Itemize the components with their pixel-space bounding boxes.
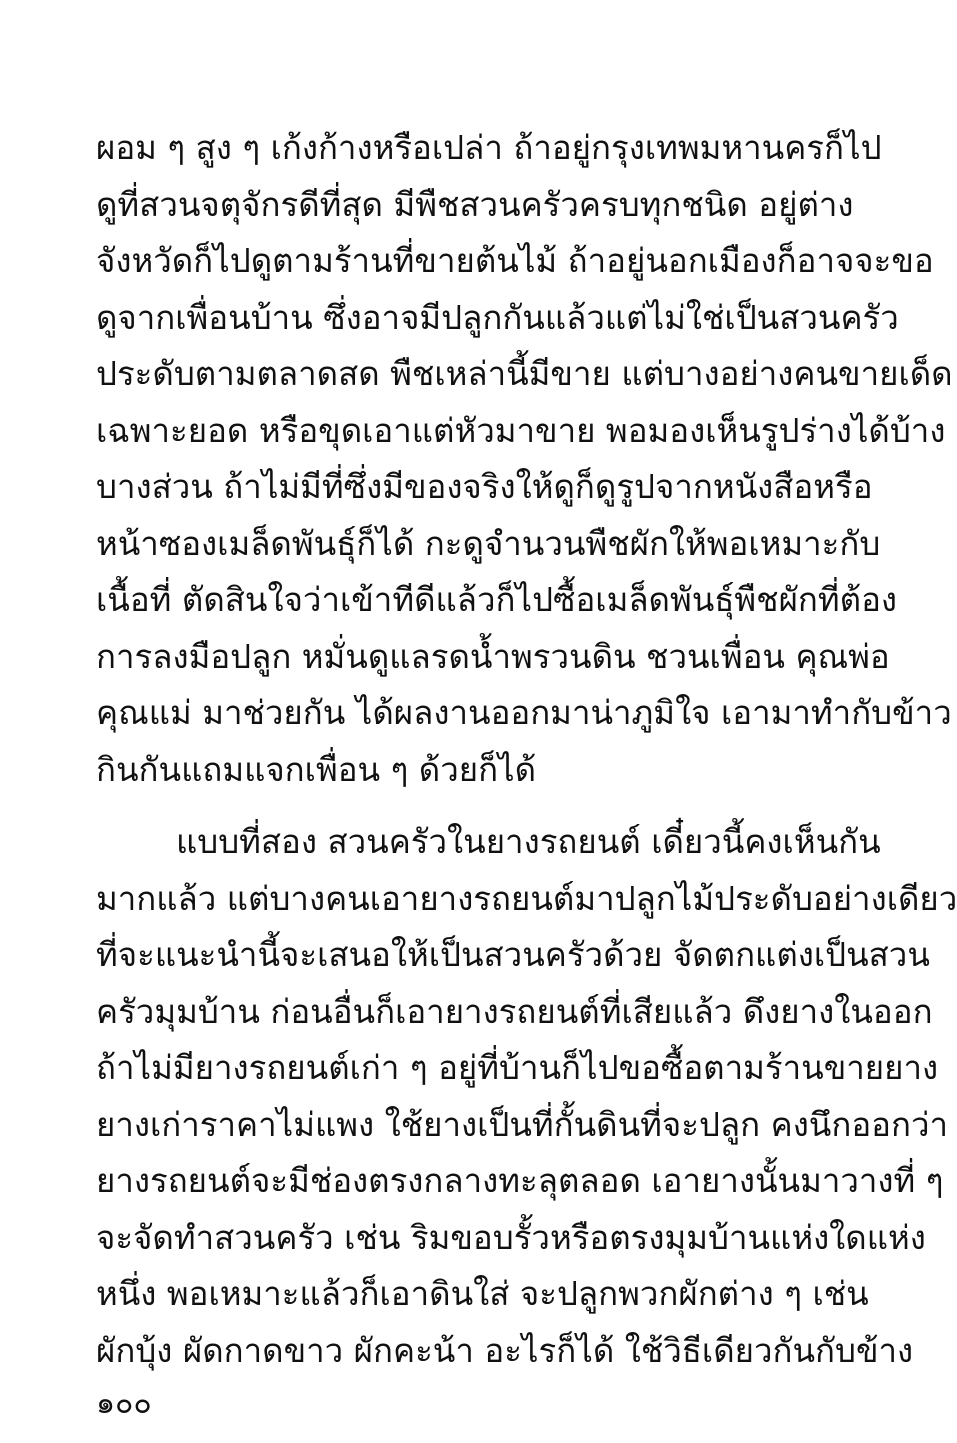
text-line: ถ้าไม่มียางรถยนต์เก่า ๆ อยู่ที่บ้านก็ไปขอซื้อตามร้านขายยาง [96,1048,939,1087]
text-line: ยางเก่าราคาไม่แพง ใช้ยางเป็นที่กั้นดินที่จะปลูก คงนึกออกว่า [96,1104,949,1144]
text-line: ประดับตามตลาดสด พืชเหล่านี้มีขาย แต่บางอย่างคนขายเด็ด [96,354,953,393]
text-line: การลงมือปลูก หมั่นดูแลรดน้ำพรวนดิน ชวนเพื่อน คุณพ่อ [96,636,890,676]
text-line: เนื้อที่ ตัดสินใจว่าเข้าทีดีแล้วก็ไปซื้อเมล็ดพันธุ์พืชผักที่ต้อง [96,580,898,619]
text-line: กินกันแถมแจกเพื่อน ๆ ด้วยก็ได้ [96,749,537,789]
text-line: มากแล้ว แต่บางคนเอายางรถยนต์มาปลูกไม้ประดับอย่างเดียว [96,878,957,918]
page-number: ๑๐๐ [96,1385,152,1421]
text-line: ที่จะแนะนำนี้จะเสนอให้เป็นสวนครัวด้วย จัดตกแต่งเป็นสวน [96,935,930,974]
text-line: ผอม ๆ สูง ๆ เก้งก้างหรือเปล่า ถ้าอยู่กรุงเทพมหานครก็ไป [96,128,882,167]
text-line: หนึ่ง พอเหมาะแล้วก็เอาดินใส่ จะปลูกพวกผักต่าง ๆ เช่น [96,1274,869,1313]
text-line: ดูที่สวนจตุจักรดีที่สุด มีพืชสวนครัวครบทุกชนิด อยู่ต่าง [96,184,854,224]
text-line: เฉพาะยอด หรือขุดเอาแต่หัวมาขาย พอมองเห็นรูปร่างได้บ้าง [96,410,946,450]
text-line: บางส่วน ถ้าไม่มีที่ซึ่งมีของจริงให้ดูก็ดูรูปจากหนังสือหรือ [96,467,873,506]
text-line: ครัวมุมบ้าน ก่อนอื่นก็เอายางรถยนต์ที่เสียแล้ว ดึงยางในออก [96,991,933,1031]
text-line: ดูจากเพื่อนบ้าน ซึ่งอาจมีปลูกกันแล้วแต่ไม่ใช่เป็นสวนครัว [96,297,899,337]
text-line: หน้าซองเมล็ดพันธุ์ก็ได้ กะดูจำนวนพืชผักให้พอเหมาะกับ [96,523,881,563]
text-line: คุณแม่ มาช่วยกัน ได้ผลงานออกมาน่าภูมิใจ เอามาทำกับข้าว [96,693,952,732]
text-line: จังหวัดก็ไปดูตามร้านที่ขายต้นไม้ ถ้าอยู่นอกเมืองก็อาจจะขอ [96,241,934,280]
text-line: ผักบุ้ง ผัดกาดขาว ผักคะน้า อะไรก็ได้ ใช้วิธีเดียวกันกับข้าง [96,1330,914,1370]
text-line: จะจัดทำสวนครัว เช่น ริมขอบรั้วหรือตรงมุมบ้านแห่งใดแห่ง [96,1217,926,1257]
text-line: แบบที่สอง สวนครัวในยางรถยนต์ เดี๋ยวนี้คงเห็นกัน [176,822,881,861]
text-line: ยางรถยนต์จะมีช่องตรงกลางทะลุตลอด เอายางนั้นมาวางที่ ๆ [96,1161,944,1200]
